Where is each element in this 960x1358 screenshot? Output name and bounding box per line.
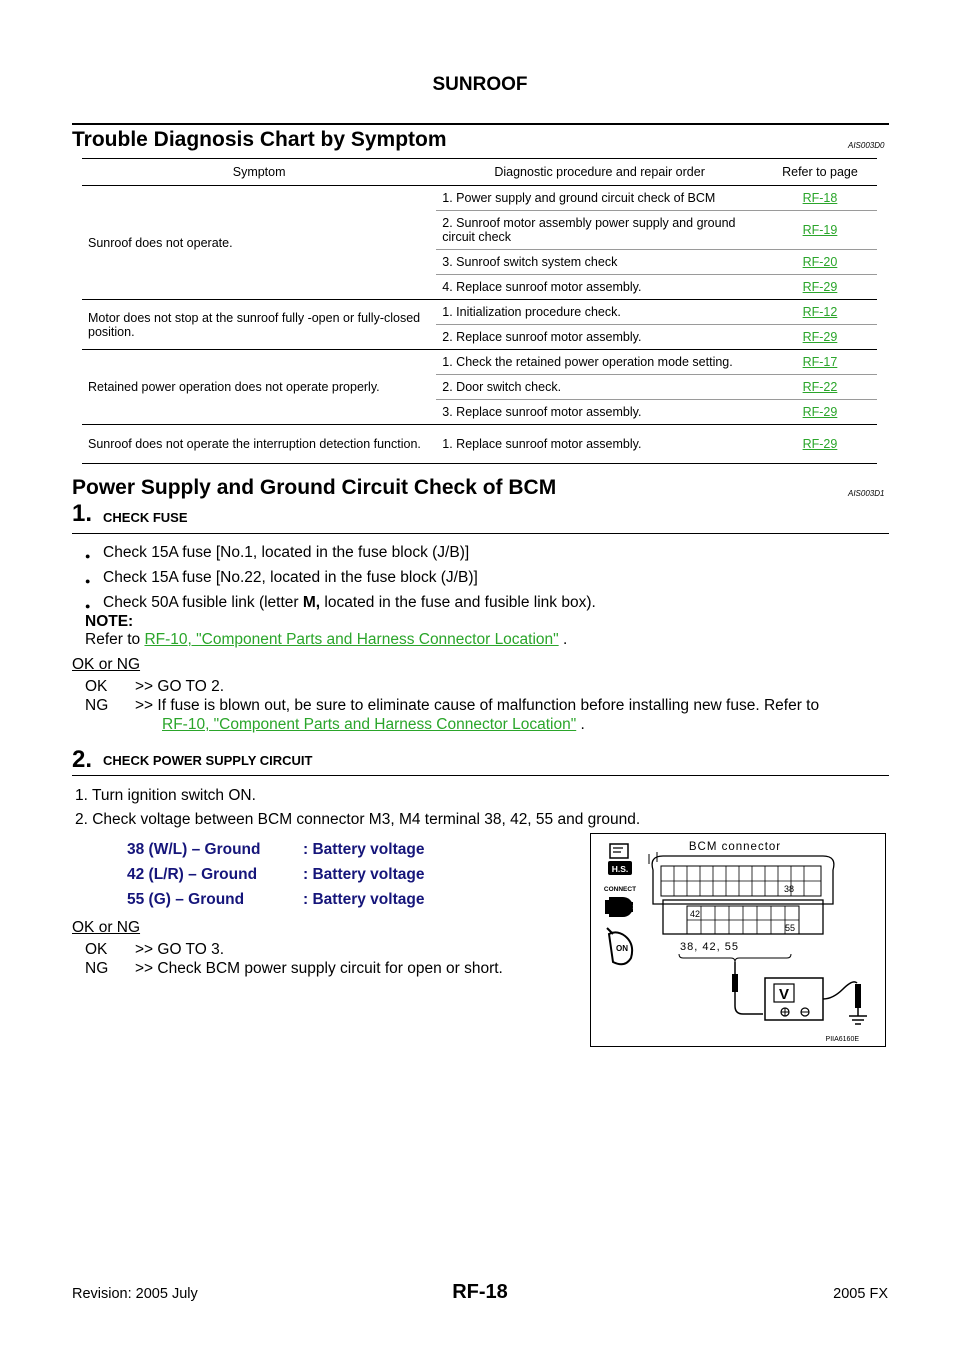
list-item: ● Check 15A fuse [No.22, located in the fuse block (J/B)]: [85, 569, 478, 586]
refer-link[interactable]: RF-29: [802, 330, 838, 344]
table-header-refer: Refer to page: [763, 159, 877, 186]
refer-cell: [763, 325, 877, 350]
procedure-cell: 1. Replace sunroof motor assembly.: [436, 425, 763, 464]
ok-text: >> GO TO 3.: [135, 941, 225, 958]
spec-right: : Battery voltage: [303, 841, 425, 858]
refer-link[interactable]: RF-12: [802, 305, 838, 319]
step-rule: [72, 533, 889, 534]
step-label: CHECK FUSE: [103, 510, 188, 525]
procedure-cell: 1. Initialization procedure check.: [436, 300, 763, 325]
list-item: 2. Check voltage between BCM connector M3, M4 terminal 38, 42, 55 and ground.: [75, 811, 641, 828]
on-label: ON: [616, 944, 628, 953]
refer-cell: [763, 250, 877, 275]
table-row: [82, 186, 877, 211]
spec-left: 42 (L/R) – Ground: [127, 866, 258, 883]
symptom-cell: Sunroof does not operate the interruption detection function.: [82, 425, 436, 464]
hs-label: H.S.: [611, 864, 629, 874]
note-text: Refer to RF-10, "Component Parts and Harness Connector Location" .: [85, 631, 568, 648]
refer-cell: [763, 300, 877, 325]
table-header-symptom: Symptom: [82, 159, 436, 186]
table-row: [82, 350, 877, 375]
spec-right: : Battery voltage: [303, 891, 425, 908]
refer-link[interactable]: RF-17: [802, 355, 838, 369]
refer-link[interactable]: RF-20: [802, 255, 838, 269]
ng-link[interactable]: RF-10, "Component Parts and Harness Connector Location": [162, 716, 577, 733]
voltmeter-icon: [765, 978, 823, 1020]
voltmeter-label: V: [778, 986, 790, 1003]
refer-cell: [763, 350, 877, 375]
list-item: ● Check 15A fuse [No.1, located in the fuse block (J/B)]: [85, 544, 470, 561]
refer-cell: [763, 211, 877, 250]
spec-right: : Battery voltage: [303, 866, 425, 883]
list-item: 1. Turn ignition switch ON.: [75, 787, 256, 804]
step-number: 2.: [72, 746, 93, 773]
list-item: ● Check 50A fusible link (letter M, located in the fuse and fusible link box).: [85, 594, 596, 611]
ng-text: >> Check BCM power supply circuit for open or short.: [135, 960, 503, 977]
terminals-label: 38, 42, 55: [680, 941, 739, 953]
table-row: [82, 425, 877, 464]
diagnosis-table: [82, 159, 877, 464]
section-code: AIS003D0: [848, 141, 885, 150]
refer-link[interactable]: RF-29: [802, 437, 838, 451]
ok-ng-label: OK or NG: [72, 656, 141, 673]
procedure-cell: 2. Replace sunroof motor assembly.: [436, 325, 763, 350]
connect-icon: [605, 897, 633, 917]
procedure-cell: 3. Sunroof switch system check: [436, 250, 763, 275]
refer-link[interactable]: RF-22: [802, 380, 838, 394]
refer-link[interactable]: RF-18: [802, 191, 838, 205]
table-row: [82, 300, 877, 325]
ng-text: >> If fuse is blown out, be sure to eliminate cause of malfunction before installing new fuse. Refer to: [135, 697, 820, 714]
voltmeter-probe-wires: [732, 962, 867, 1024]
refer-link[interactable]: RF-29: [802, 280, 838, 294]
section-title-power-supply: Power Supply and Ground Circuit Check of BCM: [72, 476, 557, 499]
refer-cell: [763, 400, 877, 425]
symptom-cell: Motor does not stop at the sunroof fully -open or fully-closed position.: [82, 300, 436, 350]
step-number: 1.: [72, 500, 93, 527]
section-code: AIS003D1: [848, 489, 885, 498]
ng-key: NG: [85, 960, 109, 977]
spec-left: 55 (G) – Ground: [127, 891, 245, 908]
spec-left: 38 (W/L) – Ground: [127, 841, 261, 858]
figure-bcm-connector: [590, 833, 886, 1047]
procedure-cell: 2. Door switch check.: [436, 375, 763, 400]
refer-cell: [763, 375, 877, 400]
table-header-row: [82, 159, 877, 186]
refer-cell: [763, 275, 877, 300]
ng-key: NG: [85, 697, 109, 714]
refer-cell: [763, 186, 877, 211]
ng-link-line: RF-10, "Component Parts and Harness Connector Location" .: [162, 716, 585, 733]
step-rule: [72, 775, 889, 776]
procedure-cell: 2. Sunroof motor assembly power supply and ground circuit check: [436, 211, 763, 250]
note-label: NOTE:: [85, 613, 134, 630]
ok-key: OK: [85, 941, 108, 958]
pin-42-label: 42: [690, 909, 701, 919]
ok-ng-label: OK or NG: [72, 919, 141, 936]
procedure-cell: 1. Check the retained power operation mode setting.: [436, 350, 763, 375]
connector-label: BCM connector: [688, 841, 782, 853]
header-rule: [72, 123, 889, 125]
refer-cell: [763, 425, 877, 464]
table-header-procedure: Diagnostic procedure and repair order: [436, 159, 763, 186]
procedure-cell: 4. Replace sunroof motor assembly.: [436, 275, 763, 300]
refer-link[interactable]: RF-19: [802, 223, 838, 237]
figure-svg: [591, 834, 885, 1046]
ok-text: >> GO TO 2.: [135, 678, 225, 695]
symptom-cell: Sunroof does not operate.: [82, 186, 436, 300]
step-label: CHECK POWER SUPPLY CIRCUIT: [103, 753, 313, 768]
connect-label: CONNECT: [603, 886, 637, 893]
step1-bullets: [85, 543, 883, 618]
pin-38-label: 38: [784, 884, 795, 894]
note-link[interactable]: RF-10, "Component Parts and Harness Connector Location": [144, 631, 559, 648]
footer-model: 2005 FX: [833, 1286, 888, 1302]
footer-page-number: RF-18: [452, 1281, 508, 1303]
procedure-cell: 3. Replace sunroof motor assembly.: [436, 400, 763, 425]
figure-code: PIIA6160E: [825, 1036, 859, 1043]
bcm-connector-icon: [649, 852, 834, 934]
symptom-cell: Retained power operation does not operate properly.: [82, 350, 436, 425]
refer-link[interactable]: RF-29: [802, 405, 838, 419]
pin-55-label: 55: [785, 923, 796, 933]
section-title-diagnosis-chart: Trouble Diagnosis Chart by Symptom: [72, 128, 447, 151]
footer-revision: Revision: 2005 July: [72, 1286, 198, 1302]
procedure-cell: 1. Power supply and ground circuit check of BCM: [436, 186, 763, 211]
ok-key: OK: [85, 678, 108, 695]
page-header-title: SUNROOF: [432, 74, 528, 95]
